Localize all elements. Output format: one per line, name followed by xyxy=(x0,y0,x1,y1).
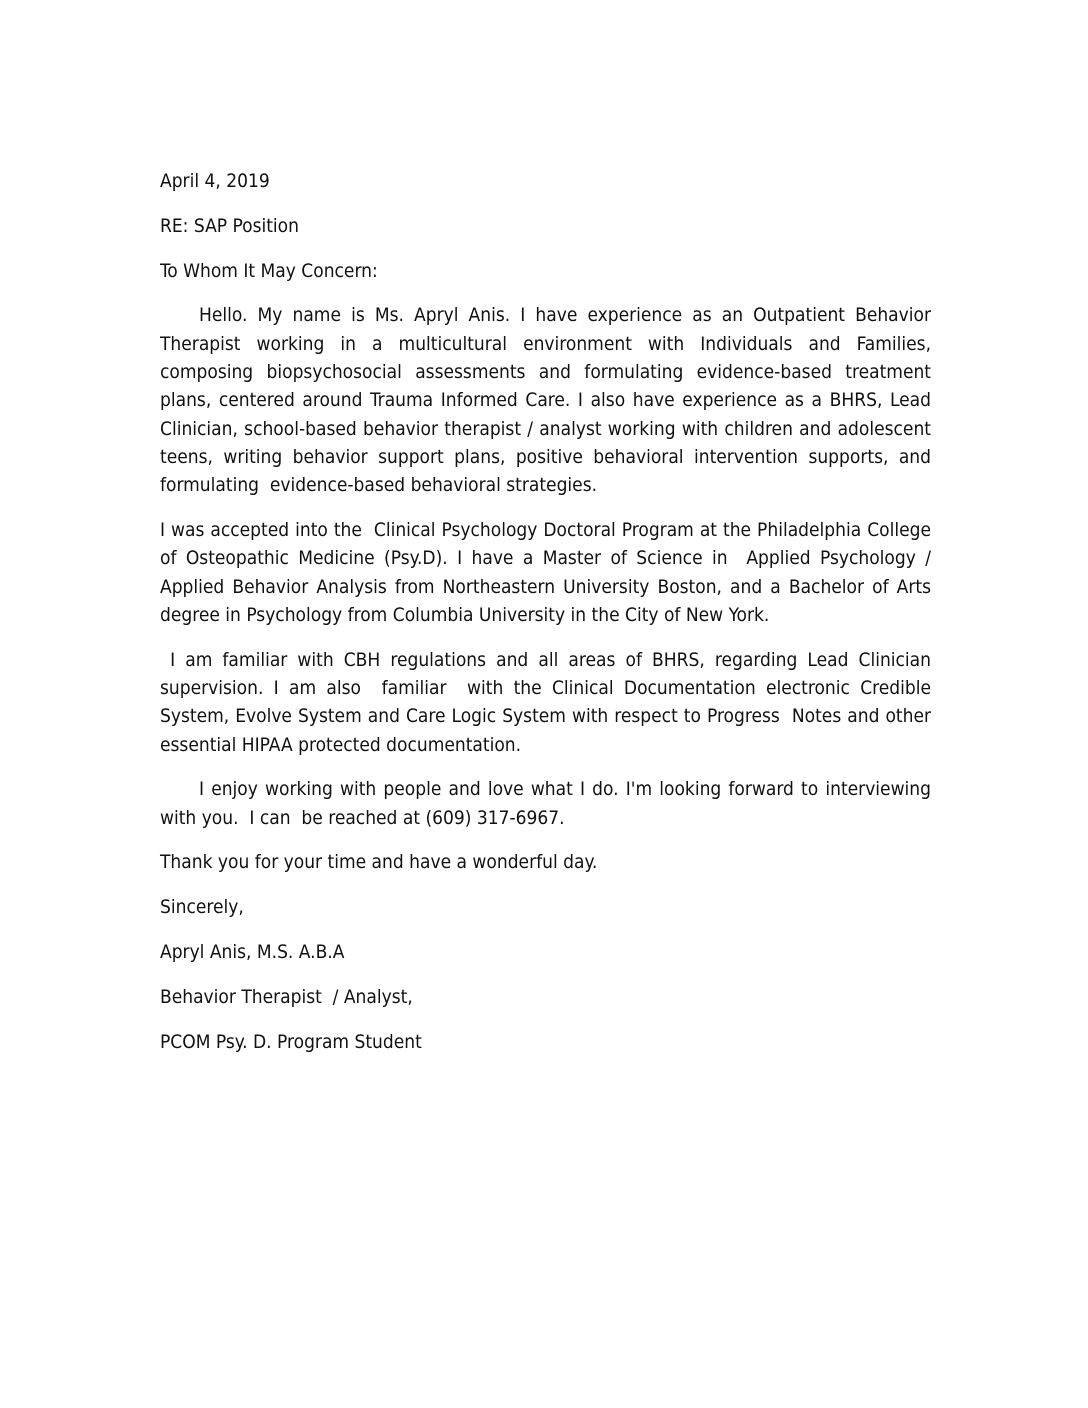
signature-name: Apryl Anis, M.S. A.B.A xyxy=(160,941,345,964)
closing-line: Thank you for your time and have a wonderful day. xyxy=(160,851,598,874)
letter-date: April 4, 2019 xyxy=(160,170,270,192)
valediction: Sincerely, xyxy=(160,896,244,919)
signature-title: Behavior Therapist / Analyst, xyxy=(160,985,413,1008)
body-paragraph-3: I am familiar with CBH regulations and all areas of BHRS, regarding Lead Clinician supervision. I am also familiar with the Clinical Documentation electronic Credible System, Evolve System and Care Logic System with respect to Progress Notes and other essential HIPAA protected documentation. xyxy=(160,648,937,756)
letter-body xyxy=(160,167,937,1072)
body-paragraph-1: Hello. My name is Ms. Apryl Anis. I have experience as an Outpatient Behavior Therapist working in a multicultural environment with Individuals and Families, composing biopsychosocial assessments and formulating evidence-based treatment plans, centered around Trauma Informed Care. I also have experience as a BHRS, Lead Clinician, school-based behavior therapist / analyst working with children and adolescent teens, writing behavior support plans, positive behavioral intervention supports, and formulating evidence-based behavioral strategies. xyxy=(160,304,937,497)
body-paragraph-4: I enjoy working with people and love what I do. I'm looking forward to interviewing with you. I can be reached at (609) 317-6967. xyxy=(160,778,937,829)
subject-line: RE: SAP Position xyxy=(160,214,299,237)
body-paragraph-2: I was accepted into the Clinical Psychology Doctoral Program at the Philadelphia College of Osteopathic Medicine (Psy.D). I have a Master of Science in Applied Psychology / Applied Behavior Analysis from Northeastern University Boston, and a Bachelor of Arts degree in Psychology from Columbia University in the City of New York. xyxy=(160,518,937,626)
salutation: To Whom It May Concern: xyxy=(160,259,378,282)
signature-program: PCOM Psy. D. Program Student xyxy=(160,1030,422,1053)
